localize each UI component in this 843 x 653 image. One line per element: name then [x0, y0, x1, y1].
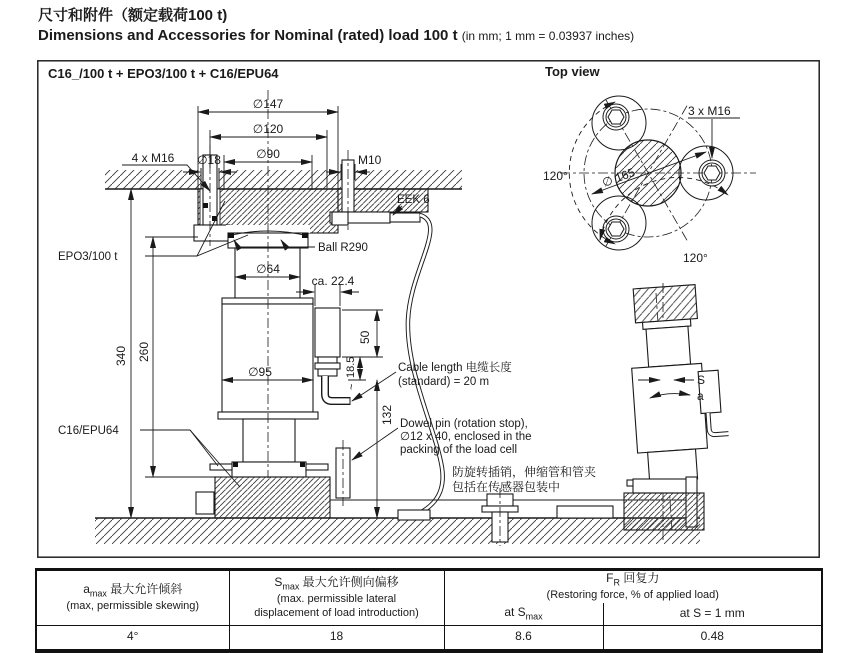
- top-view: [543, 64, 756, 265]
- frame-border: [38, 61, 819, 557]
- assembly-label: C16_/100 t + EPO3/100 t + C16/EPU64: [48, 66, 279, 81]
- drawing-panel: [37, 60, 820, 558]
- dim-a: a: [697, 389, 704, 403]
- dim-d18: ∅18: [197, 153, 221, 167]
- value-fr-at-smax: 8.6: [444, 625, 603, 651]
- label-eek6: EEK 6: [397, 194, 430, 206]
- dim-50: 50: [358, 330, 372, 344]
- label-epu64: C16/EPU64: [58, 425, 119, 437]
- label-dowel-line1: Dowel pin (rotation stop),: [400, 418, 528, 430]
- dim-260: 260: [137, 341, 151, 362]
- header-fr: $F_R$ 回复力 (Restoring force, % of applied load): [444, 570, 822, 603]
- label-epo3: EPO3/100 t: [58, 251, 118, 263]
- dim-120-bottom: 120°: [683, 251, 708, 265]
- dim-4xm16: 4 x M16: [131, 151, 175, 165]
- page-title-english: [38, 27, 634, 44]
- value-amax: 4°: [36, 625, 229, 651]
- label-dowel-line3: packing of the load cell: [400, 444, 517, 456]
- header-smax: $S_{max}$ 最大允许侧向偏移 (max. permissible lateral displacement of load introduction): [229, 570, 444, 626]
- value-fr-at-s1: 0.48: [603, 625, 822, 651]
- top-view-title: Top view: [545, 64, 600, 79]
- dim-d90: ∅90: [256, 147, 280, 161]
- dim-d64: ∅64: [256, 262, 280, 276]
- dim-340: 340: [114, 345, 128, 366]
- dim-185: 18.5: [345, 356, 357, 378]
- dim-ca224: ca. 22.4: [311, 274, 355, 288]
- value-smax: 18: [229, 625, 444, 651]
- dim-3xm16: 3 x M16: [688, 104, 731, 118]
- label-dowel-chinese-line2: 包括在传感器包装中: [452, 480, 561, 494]
- title-unit-note: (in mm; 1 mm = 0.03937 inches): [461, 29, 635, 43]
- dim-approx: ~: [346, 383, 358, 390]
- dim-d147: ∅147: [252, 97, 284, 111]
- header-amax: $a_{max}$ 最大允许倾斜 (max, permissible skewing): [36, 570, 229, 626]
- dim-d95: ∅95: [248, 365, 272, 379]
- page-title-chinese: 尺寸和附件（额定载荷100 t): [38, 7, 228, 24]
- dim-132: 132: [380, 404, 394, 425]
- label-dowel-chinese-line1: 防旋转插销，伸缩管和管夹: [452, 465, 597, 479]
- technical-drawing: [37, 60, 820, 558]
- label-ball-r290: Ball R290: [318, 242, 368, 254]
- main-section-view: [95, 90, 700, 546]
- spec-table: [35, 568, 823, 653]
- dim-d165: ∅ 165: [600, 165, 637, 190]
- dim-m10: M10: [358, 153, 382, 167]
- label-dowel-line2: ∅12 x 40, enclosed in the: [400, 431, 532, 443]
- header-at-smax: at $S_{max}$: [444, 603, 603, 626]
- dim-s: S: [697, 373, 706, 387]
- label-cable-length-line2: (standard) = 20 m: [398, 376, 490, 388]
- title-main: Dimensions and Accessories for Nominal (rated) load 100 t: [38, 27, 458, 44]
- dim-d120: ∅120: [252, 122, 284, 136]
- dim-120-left: 120°: [543, 169, 568, 183]
- header-at-s1: at S = 1 mm: [603, 603, 822, 626]
- label-cable-length-line1: Cable length 电缆长度: [398, 362, 512, 374]
- tilted-cell-sketch: [624, 283, 732, 540]
